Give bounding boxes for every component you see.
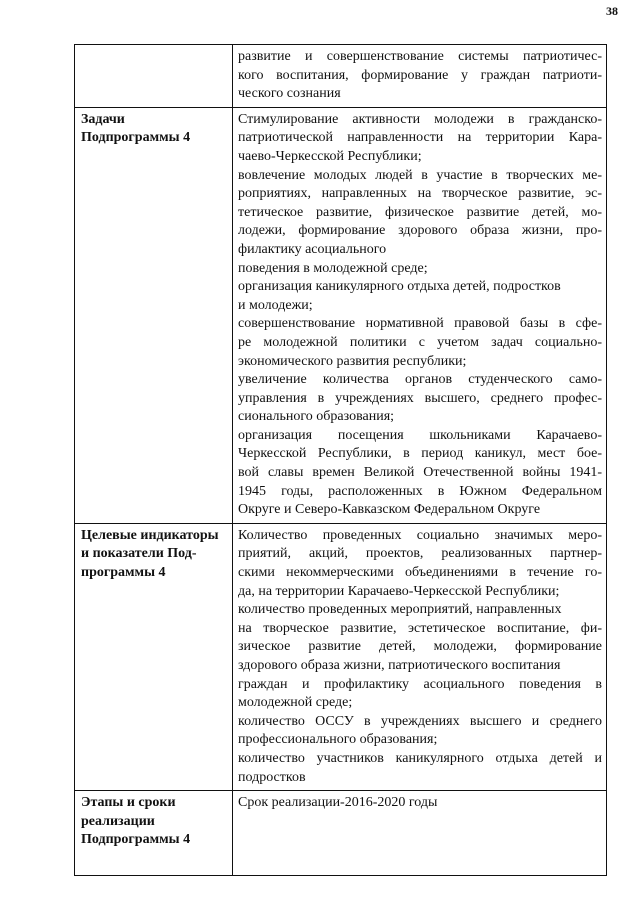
row-content-line: сионального образования; bbox=[238, 409, 395, 425]
row-content-line: количество участников каникулярного отдыха детей и bbox=[238, 750, 602, 766]
row-label-line: Целевые индикаторы bbox=[81, 527, 219, 543]
row-content-line: управления в учреждениях высшего, среднего профес- bbox=[238, 390, 602, 406]
row-content-cell bbox=[233, 791, 607, 876]
row-content-line: и молодежи; bbox=[238, 297, 313, 313]
row-content-line: поведения в молодежной среде; bbox=[238, 260, 428, 276]
row-label-cell bbox=[75, 45, 233, 108]
row-content-line: организация посещения школьниками Карачаево- bbox=[238, 427, 602, 443]
table-body bbox=[75, 45, 607, 876]
row-label-line: программы 4 bbox=[81, 565, 166, 581]
row-content-line: совершенствование нормативной правовой базы в сфе- bbox=[238, 316, 602, 332]
row-content-line: Стимулирование активности молодежи в гражданско- bbox=[238, 111, 602, 127]
table-row bbox=[75, 523, 607, 790]
row-content-line: вой славы времен Великой Отечественной войны 1941- bbox=[238, 465, 602, 481]
row-content-line: количество ОССУ в учреждениях высшего и среднего bbox=[238, 713, 602, 729]
row-content-line: филактику асоциального bbox=[238, 241, 387, 257]
row-label-line: реализации bbox=[81, 813, 155, 829]
row-content-line: экономического развития республики; bbox=[238, 353, 467, 369]
row-label-line: и показатели Под- bbox=[81, 546, 197, 562]
row-label-line: Подпрограммы 4 bbox=[81, 832, 191, 848]
row-content-cell bbox=[233, 107, 607, 523]
table-row bbox=[75, 45, 607, 108]
table-row bbox=[75, 791, 607, 876]
row-label-cell bbox=[75, 107, 233, 523]
row-content-line: Количество проведенных социально значимых меро- bbox=[238, 527, 602, 543]
row-content-line: тетическое развитие, физическое развитие детей, мо- bbox=[238, 204, 602, 220]
row-content-line: роприятиях, направленных на творческое развитие, эс- bbox=[238, 186, 602, 202]
row-content-line: да, на территории Карачаево-Черкесской Республики; bbox=[238, 583, 560, 599]
page-number: 38 bbox=[606, 4, 618, 18]
row-content-line: приятий, акций, проектов, реализованных партнер- bbox=[238, 546, 602, 562]
row-content-line: 1945 годы, расположенных в Южном Федеральном bbox=[238, 483, 602, 499]
row-content-cell bbox=[233, 523, 607, 790]
row-label-line: Подпрограммы 4 bbox=[81, 130, 191, 146]
row-content-line: Срок реализации-2016-2020 годы bbox=[238, 795, 438, 811]
row-content-line: граждан и профилактику асоциального поведения в bbox=[238, 676, 602, 692]
row-content-line: развитие и совершенствование системы патриотичес- bbox=[238, 49, 602, 64]
row-content-line: здорового образа жизни, патриотического воспитания bbox=[238, 658, 561, 673]
row-content-line: ре молодежной политики с учетом задач социально- bbox=[238, 334, 602, 350]
row-content-line: Округе и Северо-Кавказском Федеральном Округе bbox=[238, 502, 541, 518]
row-content-line: на творческое развитие, эстетическое воспитание, фи- bbox=[238, 620, 602, 636]
row-label-cell bbox=[75, 523, 233, 790]
row-content-line: чаево-Черкесской Республики; bbox=[238, 148, 422, 164]
row-content-line: скими некоммерческими объединениями в течение го- bbox=[238, 565, 602, 581]
table-row bbox=[75, 107, 607, 523]
row-content-line: патриотической направленности на территории Кара- bbox=[238, 130, 602, 146]
row-content-line: молодежной среде; bbox=[238, 695, 353, 711]
row-content-line: подростков bbox=[238, 769, 306, 785]
row-label-line: Этапы и сроки bbox=[81, 795, 176, 811]
row-label-line: Задачи bbox=[81, 111, 125, 127]
row-content-line: организация каникулярного отдыха детей, подростков bbox=[238, 279, 561, 295]
program-table bbox=[74, 44, 607, 876]
row-content-line: лодежи, формирование здорового образа жизни, про- bbox=[238, 223, 602, 239]
row-content-line: зическое развитие детей, молодежи, формирование bbox=[238, 639, 602, 655]
row-content-line: ческого сознания bbox=[238, 86, 341, 102]
row-content-line: Черкесской Республики, в период каникул, мест бое- bbox=[238, 446, 602, 462]
row-label-cell bbox=[75, 791, 233, 876]
row-content-line: количество проведенных мероприятий, направленных bbox=[238, 602, 562, 618]
row-content-line: увеличение количества органов студенческого само- bbox=[238, 372, 602, 388]
row-content-cell bbox=[233, 45, 607, 108]
row-content-line: вовлечение молодых людей в участие в творческих ме- bbox=[238, 167, 602, 183]
row-content-line: кого воспитания, формирование у граждан патриоти- bbox=[238, 67, 602, 83]
row-content-line: профессионального образования; bbox=[238, 732, 438, 748]
